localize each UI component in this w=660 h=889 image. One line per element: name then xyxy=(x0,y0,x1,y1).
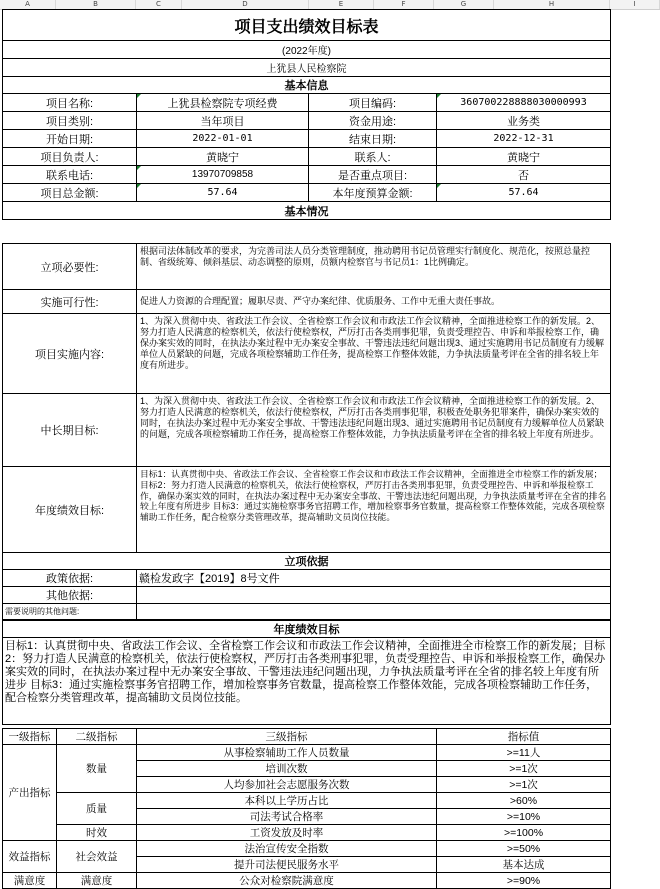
phone-cell[interactable]: 13970709858 xyxy=(137,166,309,184)
column-header[interactable]: I xyxy=(610,0,660,9)
column-header[interactable]: C xyxy=(136,0,182,9)
start-date-cell[interactable]: 2022-01-01 xyxy=(137,130,309,148)
section-basic-situation: 基本情况 xyxy=(3,202,611,220)
indicator-level2-quality: 质量 xyxy=(57,793,137,825)
indicator-header-level2: 二级指标 xyxy=(57,729,137,745)
project-type-label: 项目类别: xyxy=(3,112,137,130)
total-amount-label: 项目总金额: xyxy=(3,184,137,202)
indicator-level2-quantity: 数量 xyxy=(57,745,137,793)
policy-basis-label: 政策依据: xyxy=(3,570,137,587)
other-basis-label: 其他依据: xyxy=(3,587,137,604)
annual-goal-cell[interactable]: 目标1：认真贯彻中央、省政法工作会议、全省检察工作会议和市政法工作会议精神，全面推进全市检察工作的新发展；目标2：努力打造人民满意的检察机关，依法行使检察权，严厉打击各类刑事犯罪，负责受理控告、申诉和举报检察工作，确保办案实效的同时，在执法办案过程中无办案安全事故、干警违法违纪问题出现，力争执法质量考评在全省的排名较上年度有所进步 目标3：通过实施检察事务官招聘工作，增加检察事务官数量，提高检察工作整体效能，完成各项检察辅助工作任务，配合检察分类管理改革，提高辅助文员岗位技能。 xyxy=(137,467,611,553)
column-header[interactable]: B xyxy=(56,0,136,9)
indicator-name[interactable]: 法治宣传安全指数 xyxy=(137,841,437,857)
indicator-table xyxy=(2,728,611,889)
indicator-level2-social: 社会效益 xyxy=(57,841,137,873)
column-header[interactable]: H xyxy=(494,0,610,9)
annual-budget-label: 本年度预算金额: xyxy=(309,184,437,202)
key-project-cell[interactable]: 否 xyxy=(437,166,611,184)
basic-info-table xyxy=(2,9,611,220)
spreadsheet xyxy=(0,9,660,887)
indicator-name[interactable]: 司法考试合格率 xyxy=(137,809,437,825)
project-leader-cell[interactable]: 黄晓宁 xyxy=(137,148,309,166)
content-label: 项目实施内容: xyxy=(3,314,137,394)
perf-goal-table xyxy=(2,620,611,725)
indicator-name[interactable]: 本科以上学历占比 xyxy=(137,793,437,809)
basis-table xyxy=(2,552,611,620)
situation-table xyxy=(2,243,611,553)
indicator-header-level3: 三级指标 xyxy=(137,729,437,745)
fund-use-label: 资金用途: xyxy=(309,112,437,130)
necessity-cell[interactable]: 根据司法体制改革的要求，为完善司法人员分类管理制度，推动聘用书记员管理实行制度化、规范化，按照总量控制、省级统筹、倾斜基层、动态调整的原则，员额内检察官与书记员1：1比例确定。 xyxy=(137,244,611,290)
column-header[interactable]: F xyxy=(374,0,434,9)
other-notes-cell[interactable] xyxy=(137,604,611,620)
page-title: 项目支出绩效目标表 xyxy=(3,10,611,41)
indicator-value[interactable]: >=100% xyxy=(437,825,611,841)
fund-use-cell[interactable]: 业务类 xyxy=(437,112,611,130)
contact-cell[interactable]: 黄晓宁 xyxy=(437,148,611,166)
contact-label: 联系人: xyxy=(309,148,437,166)
organization-name: 上犹县人民检察院 xyxy=(3,59,611,77)
project-code-cell[interactable]: 360700228888030000993 xyxy=(437,94,611,112)
indicator-value[interactable]: >=50% xyxy=(437,841,611,857)
performance-goal-text[interactable]: 目标1：认真贯彻中央、省政法工作会议、全省检察工作会议和市政法工作会议精神，全面推进全市检察工作的新发展；目标2：努力打造人民满意的检察机关，依法行使检察权，严厉打击各类刑事犯罪，负责受理控告、申诉和举报检察工作，确保办案实效的同时，在执法办案过程中无办案安全事故、干警违法违纪问题出现，力争执法质量考评在全省的排名较上年度有所进步 目标3：通过实施检察事务官招聘工作，增加检察事务官数量，提高检察工作整体效能，完成各项检察辅助工作任务，配合检察分类管理改革，提高辅助文员岗位技能。 xyxy=(3,638,611,725)
indicator-level2-timeliness: 时效 xyxy=(57,825,137,841)
project-name-cell[interactable]: 上犹县检察院专项经费 xyxy=(137,94,309,112)
feasibility-cell[interactable]: 促进人力资源的合理配置；履职尽责、严守办案纪律、优质服务、工作中无重大责任事故。 xyxy=(137,290,611,314)
column-header[interactable]: G xyxy=(434,0,494,9)
end-date-cell[interactable]: 2022-12-31 xyxy=(437,130,611,148)
total-amount-cell[interactable]: 57.64 xyxy=(137,184,309,202)
indicator-name[interactable]: 提升司法便民服务水平 xyxy=(137,857,437,873)
indicator-value[interactable]: 基本达成 xyxy=(437,857,611,873)
indicator-value[interactable]: >=1次 xyxy=(437,761,611,777)
annual-goal-label: 年度绩效目标: xyxy=(3,467,137,553)
section-basis: 立项依据 xyxy=(3,553,611,570)
phone-label: 联系电话: xyxy=(3,166,137,184)
indicator-level2-satisfaction: 满意度 xyxy=(57,873,137,889)
year-label: (2022年度) xyxy=(3,41,611,59)
indicator-header-level1: 一级指标 xyxy=(3,729,57,745)
indicator-name[interactable]: 培训次数 xyxy=(137,761,437,777)
section-basic-info: 基本信息 xyxy=(3,77,611,94)
other-notes-label: 需要说明的其他问题: xyxy=(3,604,137,620)
indicator-name[interactable]: 从事检察辅助工作人员数量 xyxy=(137,745,437,761)
column-header[interactable]: D xyxy=(182,0,309,9)
long-term-goal-cell[interactable]: 1、为深入贯彻中央、省政法工作会议、全省检察工作会议和市政法工作会议精神，全面推进检察工作的新发展。2、努力打造人民满意的检察机关，依法行使检察权，严厉打击各类刑事犯罪，积极查处职务犯罪案件，确保办案实效的同时，在执法办案过程中无办案安全事故、干警违法违纪问题出现3、通过实施聘用书记员制度有力缓解单位人员紧缺的问题，完成各项检察辅助工作任务，提高检察工作整体效能，力争执法质量考评在全省的排名较上年度有所进步。 xyxy=(137,394,611,467)
indicator-level1-satisfaction: 满意度 xyxy=(3,873,57,889)
column-header[interactable]: A xyxy=(0,0,56,9)
long-term-goal-label: 中长期目标: xyxy=(3,394,137,467)
indicator-value[interactable]: >=11人 xyxy=(437,745,611,761)
section-annual-performance: 年度绩效目标 xyxy=(3,621,611,638)
project-leader-label: 项目负责人: xyxy=(3,148,137,166)
indicator-header-value: 指标值 xyxy=(437,729,611,745)
indicator-name[interactable]: 工资发放及时率 xyxy=(137,825,437,841)
content-cell[interactable]: 1、为深入贯彻中央、省政法工作会议、全省检察工作会议和市政法工作会议精神，全面推进检察工作的新发展。2、努力打造人民满意的检察机关，依法行使检察权，严厉打击各类刑事犯罪，负责受理控告、申诉和举报检察工作，确保办案实效的同时，在执法办案过程中无办案安全事故、干警违法违纪问题出现3、通过实施聘用书记员制度有力缓解单位人员紧缺的问题，完成各项检察辅助工作任务，提高检察工作整体效能，力争执法质量考评在全省的排名较上年度有所进步。 xyxy=(137,314,611,394)
indicator-value[interactable]: >=90% xyxy=(437,873,611,889)
start-date-label: 开始日期: xyxy=(3,130,137,148)
indicator-value[interactable]: >=1次 xyxy=(437,777,611,793)
project-code-label: 项目编码: xyxy=(309,94,437,112)
end-date-label: 结束日期: xyxy=(309,130,437,148)
other-basis-cell[interactable] xyxy=(137,587,611,604)
indicator-name[interactable]: 公众对检察院满意度 xyxy=(137,873,437,889)
indicator-level1-output: 产出指标 xyxy=(3,745,57,841)
key-project-label: 是否重点项目: xyxy=(309,166,437,184)
annual-budget-cell[interactable]: 57.64 xyxy=(437,184,611,202)
indicator-value[interactable]: >60% xyxy=(437,793,611,809)
indicator-level1-benefit: 效益指标 xyxy=(3,841,57,873)
policy-basis-cell[interactable]: 赣检发政字【2019】8号文件 xyxy=(137,570,611,587)
necessity-label: 立项必要性: xyxy=(3,244,137,290)
feasibility-label: 实施可行性: xyxy=(3,290,137,314)
project-name-label: 项目名称: xyxy=(3,94,137,112)
indicator-name[interactable]: 人均参加社会志愿服务次数 xyxy=(137,777,437,793)
project-type-cell[interactable]: 当年项目 xyxy=(137,112,309,130)
column-header[interactable]: E xyxy=(309,0,374,9)
indicator-value[interactable]: >=10% xyxy=(437,809,611,825)
